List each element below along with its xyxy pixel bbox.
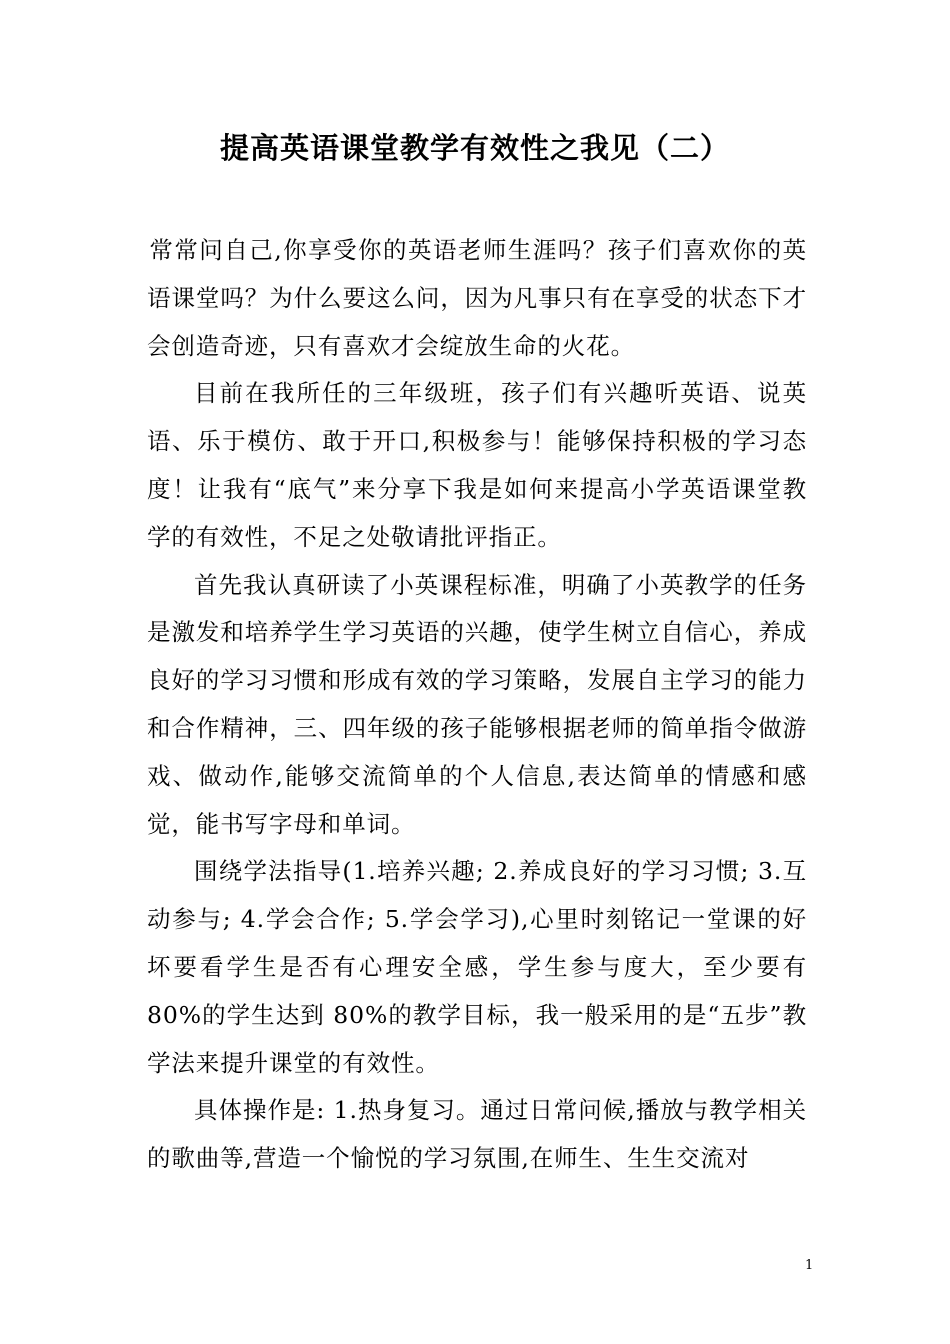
paragraph-5: 具体操作是: 1.热身复习。通过日常问候,播放与教学相关的歌曲等,营造一个愉悦的学习氛围,在师生、生生交流对 [147, 1096, 807, 1173]
document-body [147, 227, 807, 1183]
page-number: 1 [805, 1258, 814, 1273]
document-title: 提高英语课堂教学有效性之我见（二） [219, 131, 730, 165]
paragraph-1: 常常问自己,你享受你的英语老师生涯吗？孩子们喜欢你的英语课堂吗？为什么要这么问，因为凡事只有在享受的状态下才会创造奇迹，只有喜欢才会绽放生命的火花。 [147, 236, 807, 360]
paragraph-4: 围绕学法指导(1.培养兴趣; 2.养成良好的学习习惯; 3.互动参与; 4.学会合作; 5.学会学习),心里时刻铭记一堂课的好坏要看学生是否有心理安全感，学生参与度大，至少要有 80%的学生达到 80%的教学目标，我一般采用的是“五步”教学法来提升课堂的有效性。 [147, 857, 807, 1077]
paragraph-3: 首先我认真研读了小英课程标准，明确了小英教学的任务是激发和培养学生学习英语的兴趣，使学生树立自信心，养成良好的学习习惯和形成有效的学习策略，发展自主学习的能力和合作精神，三、四年级的孩子能够根据老师的简单指令做游戏、做动作,能够交流简单的个人信息,表达简单的情感和感觉，能书写字母和单词。 [147, 570, 807, 838]
paragraph-2: 目前在我所任的三年级班，孩子们有兴趣听英语、说英语、乐于模仿、敢于开口,积极参与！能够保持积极的学习态度！让我有“底气”来分享下我是如何来提高小学英语课堂教学的有效性，不足之处敬请批评指正。 [147, 379, 807, 551]
